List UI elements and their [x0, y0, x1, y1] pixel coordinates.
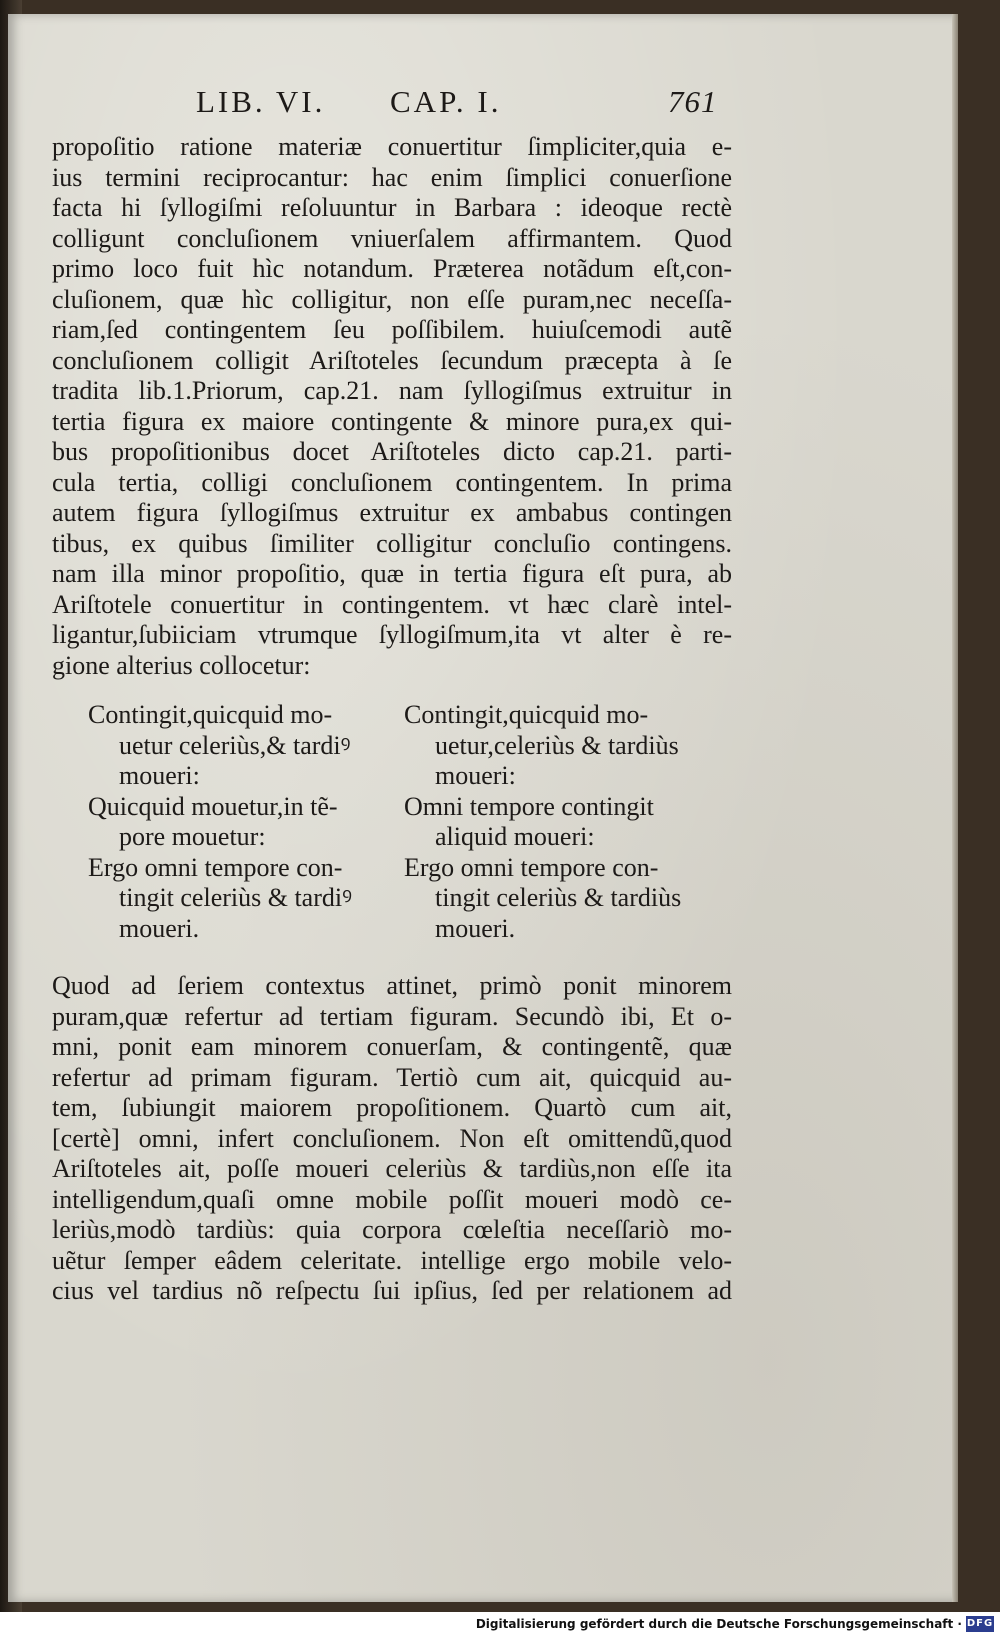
text-line: primo loco fuit hìc notandum. Præterea notãdum eſt,con- — [52, 254, 732, 283]
text-line: nam illa minor propoſitio, quæ in tertia figura eſt pura, ab — [52, 559, 732, 588]
syllogism-conclusion-line: tingit celeriùs & tardiꝰ — [119, 883, 353, 912]
syllogism-conclusion-line: Ergo omni tempore con- — [88, 852, 343, 882]
text-line: tem, ſubiungit maiorem propoſitionem. Quartò cum ait, — [52, 1093, 732, 1122]
text-line: cula tertia, colligi concluſionem contingentem. In prima — [52, 467, 732, 497]
text-line: tertia figura ex maiore contingente & minore pura,ex qui- — [52, 406, 732, 436]
text-line: Ariſtotele conuertitur in contingentem. vt hæc clarè intel- — [52, 589, 732, 619]
syllogism-conclusion-line: Ergo omni tempore con- — [404, 852, 659, 882]
syllogism-major-line: Contingit,quicquid mo- — [88, 700, 333, 729]
text-line: autem figura ſyllogiſmus extruitur ex ambabus contingen — [52, 498, 732, 527]
paragraph-context — [52, 971, 732, 1307]
text-line: propoſitio ratione materiæ conuertitur ſimpliciter,quia e- — [52, 132, 732, 161]
text-line: concluſionem colligit Ariſtoteles ſecundum præcepta à ſe — [52, 345, 732, 375]
syllogism-third-figure — [88, 700, 388, 944]
page-number: 761 — [668, 84, 718, 119]
text-line: ius termini reciprocantur: hac enim ſimplici conuerſione — [52, 162, 732, 192]
paragraph-commentary — [52, 132, 732, 681]
running-head — [8, 84, 958, 124]
syllogism-first-figure — [404, 700, 704, 944]
syllogism-minor-line: pore mouetur: — [119, 822, 266, 851]
syllogism-major-line: uetur celeriùs,& tardiꝰ — [119, 730, 351, 760]
text-line: riam,ſed contingentem ſeu poſſibilem. huiuſcemodi autẽ — [52, 315, 732, 344]
text-line: intelligendum,quaſi omne mobile poſſit moueri modò ce- — [52, 1184, 732, 1214]
syllogism-major-line: moueri: — [435, 761, 516, 790]
text-line: ligantur,ſubiiciam vtrumque ſyllogiſmum,ita vt alter è re- — [52, 620, 732, 649]
syllogism-major-line: Contingit,quicquid mo- — [404, 700, 649, 729]
syllogism-conclusion-line: moueri. — [119, 913, 200, 943]
syllogism-conclusion-line: tingit celeriùs & tardiùs — [435, 883, 682, 912]
text-line: [certè] omni, infert concluſionem. Non eſt omittendũ,quod — [52, 1123, 732, 1153]
digitization-footer — [0, 1612, 1000, 1638]
syllogism-minor-line: Quicquid mouetur,in tẽ- — [88, 791, 338, 821]
text-line: Quod ad ſeriem contextus attinet, primò ponit minorem — [52, 971, 732, 1000]
syllogism-minor-line: Omni tempore contingit — [404, 791, 654, 821]
funding-credit: Digitalisierung gefördert durch die Deutsche Forschungsgemeinschaft · — [475, 1617, 962, 1631]
syllogism-major-line: uetur,celeriùs & tardiùs — [435, 730, 679, 760]
dfg-logo-icon: DFG — [966, 1616, 994, 1632]
chapter-number: CAP. I. — [390, 84, 502, 119]
text-line: bus propoſitionibus docet Ariſtoteles dicto cap.21. parti- — [52, 437, 732, 466]
text-line: cluſionem, quæ hìc colligitur, non eſſe puram,nec neceſſa- — [52, 284, 732, 314]
text-line: refertur ad primam figuram. Tertiò cum ait, quicquid au- — [52, 1062, 732, 1092]
scanned-page — [8, 14, 958, 1602]
page-edge — [952, 14, 958, 1602]
text-line: cius vel tardius nõ reſpectu ſui ipſius, ſed per relationem ad — [52, 1276, 732, 1305]
text-line: facta hi ſyllogiſmi reſoluuntur in Barbara : ideoque rectè — [52, 193, 732, 222]
text-line-last: gione alterius collocetur: — [52, 650, 311, 680]
text-line: mni, ponit eam minorem conuerſam, & contingentẽ, quæ — [52, 1032, 732, 1061]
syllogism-conclusion-line: moueri. — [435, 913, 516, 943]
syllogism-minor-line: aliquid moueri: — [435, 822, 595, 851]
syllogism-major-line: moueri: — [119, 761, 200, 790]
text-line: tradita lib.1.Priorum, cap.21. nam ſyllogiſmus extruitur in — [52, 376, 732, 405]
text-line: leriùs,modò tardiùs: quia corpora cœleſtia neceſſariò mo- — [52, 1215, 732, 1244]
text-line: tibus, ex quibus ſimiliter colligitur concluſio contingens. — [52, 528, 732, 558]
text-line: puram,quæ refertur ad tertiam figuram. Secundò ibi, Et o- — [52, 1001, 732, 1031]
text-line: uẽtur ſemper eâdem celeritate. intellige ergo mobile velo- — [52, 1245, 732, 1275]
text-line: Ariſtoteles ait, poſſe moueri celeriùs & tardiùs,non eſſe ita — [52, 1154, 732, 1183]
book-number: LIB. VI. — [196, 84, 326, 119]
text-line: colligunt concluſionem vniuerſalem affirmantem. Quod — [52, 223, 732, 253]
